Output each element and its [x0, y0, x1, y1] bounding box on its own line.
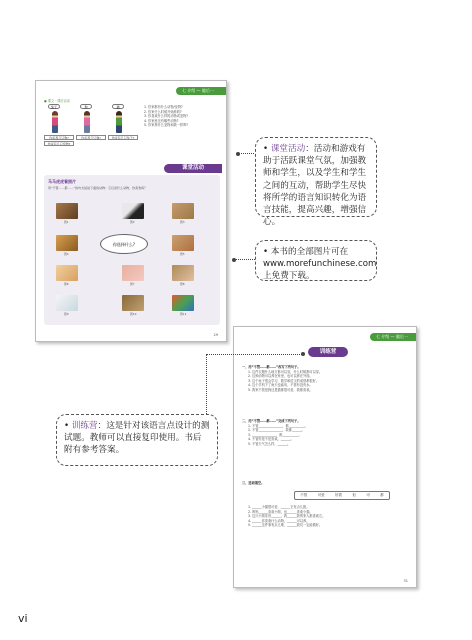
photo-label: 图3 [180, 220, 185, 224]
connector-line [238, 153, 254, 154]
callout-title: 训练营 [71, 421, 98, 431]
person-figure [52, 111, 58, 133]
figure-caption: 你家有几只兔子? [108, 135, 138, 140]
practice-banner: 训练营 [308, 347, 348, 357]
activity-instruction: 用“不管……都……”的句式说说下面的动物：它们是什么动物，你喜欢吗？ [48, 186, 148, 190]
photo-animal-2 [122, 203, 144, 219]
word-bank-item: 可爱 [317, 493, 325, 497]
question-list [144, 105, 188, 128]
exercise-title: 二、用“不管……都……”完成下列句子。 [242, 419, 301, 423]
exercise-line: 4. 不管你是不是喜欢，______。 [248, 437, 294, 441]
photo-label: 图2 [130, 220, 135, 224]
question-item: 4. 你家里还有哪些动物? [144, 118, 179, 123]
exercise-line: 3. 这只小狗非常______，我______我的家人都喜欢它。 [248, 514, 326, 518]
photo-label: 图5 [180, 252, 185, 256]
photo-label: 图9 [64, 312, 69, 316]
exercise-3 [242, 481, 412, 486]
callout-bullet: • [263, 144, 271, 154]
speech-bubble: 狗 [80, 104, 92, 109]
word-bank-item: 都 [380, 493, 384, 497]
word-bank-item: 好看 [335, 493, 343, 497]
exercise-line: 5. 不管天气怎么样，______。 [248, 441, 291, 446]
exercise-line: 5. 我家不管是狗还是猫都很可爱，我都喜欢。 [248, 387, 313, 392]
photo-animal-1 [56, 203, 78, 219]
connector-line [234, 259, 255, 260]
photo-label: 图10 [130, 312, 137, 316]
exercise-line: 5. ______这件事有点儿难，______我们一定能做好。 [248, 523, 323, 527]
figure-caption: 你家养几只猫? [76, 135, 106, 140]
exercise-line: 1. 这件衣服什么地方都可以穿，什么时候都可以穿。 [248, 369, 323, 374]
photo-animal-4 [56, 235, 78, 251]
photo-animal-11 [172, 295, 194, 311]
center-thought-bubble: 你选择什么? [100, 234, 148, 254]
photo-animal-3 [172, 203, 194, 219]
activity-box [44, 175, 220, 325]
classroom-activity-banner: 课堂活动 [164, 164, 222, 173]
textbook-page-classroom-activity [35, 80, 227, 342]
callout-body: ：这是针对该语言点设计的测试题。教师可以直接复印使用。书后附有参考答案。 [64, 421, 210, 456]
connector-dot [301, 352, 305, 356]
photo-animal-5 [172, 235, 194, 251]
person-figure [84, 111, 90, 133]
exercise-line: 2. 这种动物可以养在家里，也可以养在外面。 [248, 374, 313, 378]
page-header-tab: 七 介绍 — 做后一 [176, 87, 226, 95]
connector-line [206, 354, 207, 414]
exercise-title: 一、用“不管……都……”改写下列句子。 [242, 365, 301, 369]
exercise-line: 1. ______小猫很可爱，______它有点儿脏。 [248, 505, 310, 509]
question-item: 2. 你家什么时候开始养的? [144, 109, 182, 114]
callout-title: 课堂活动 [270, 144, 306, 154]
callout-bullet: • [263, 247, 271, 257]
exercise-title: 三、选词填空。 [242, 481, 265, 485]
word-bank-item: 不管 [300, 493, 308, 497]
word-bank-item: 可 [366, 493, 370, 497]
footer-page-label: vi [18, 612, 28, 625]
word-bank [294, 491, 390, 500]
exercise-line: 1. 不管_______________，都__________。 [248, 423, 308, 428]
photo-label: 图4 [64, 252, 69, 256]
callout-body: ：活动和游戏有助于活跃课堂气氛，加强教师和学生，以及学生和学生之间的互动，帮助学生尽快将所学的语言知识转化为语言技能，提高兴趣，增强信心。 [263, 144, 367, 228]
question-item: 3. 你喜欢什么样的动物或宠物? [144, 114, 188, 118]
question-item: 1. 你家都有什么动物/宠物? [144, 105, 183, 109]
page-number: 29 [213, 333, 218, 337]
photo-label: 图11 [180, 312, 187, 316]
figure-caption: 你家养几只狗? [44, 135, 74, 140]
exercise-line: 3. _______________，都__________。 [248, 432, 302, 437]
callout-bullet: • [64, 421, 72, 431]
exercise-1 [242, 365, 412, 392]
figure-caption: 你家有几只宠物? [44, 141, 74, 146]
callout-body: 本书的全部图片可在www.morefunchinese.com上免费下载。 [263, 247, 377, 282]
question-item: 5. 你家养什么宠物和我一样吗? [144, 123, 188, 127]
callout-classroom-activity [255, 137, 377, 228]
section-label: ● 课文 · 课后活动 [44, 99, 70, 103]
photo-label: 图8 [180, 282, 185, 286]
photo-label: 图1 [64, 220, 69, 224]
photo-animal-9 [56, 295, 78, 311]
photo-animal-6 [56, 265, 78, 281]
word-bank-item: 但 [352, 493, 356, 497]
exercise-line: 3. 这个孩子很会学习，数学和语文的成绩都很好。 [248, 378, 319, 383]
exercise-line: 4. 这个手机下了雨天也能用，不管有没有水。 [248, 383, 313, 387]
callout-images-download [255, 240, 377, 281]
person-figure [116, 111, 122, 133]
photo-animal-8 [172, 265, 194, 281]
speech-bubble: 兔子 [48, 104, 60, 109]
exercise-line: 2. 妈妈______喜欢小狗，也______喜欢小猫。 [248, 509, 313, 514]
photo-animal-10 [122, 295, 144, 311]
callout-practice-camp [56, 414, 218, 466]
photo-label: 图7 [130, 282, 135, 286]
speech-bubble: 猫 [112, 104, 124, 109]
exercise-3-lines [248, 505, 412, 528]
exercise-line: 4. ______你喜欢什么动物，______可以养。 [248, 518, 310, 523]
activity-title: 马马虎虎看照片 [48, 179, 76, 184]
exercise-line: 2. 不管_______________，我都______。 [248, 428, 305, 432]
photo-label: 图6 [64, 282, 69, 286]
page-header-tab: 七 介绍 — 做后一 [370, 333, 416, 341]
photo-animal-7 [122, 265, 144, 281]
exercise-2 [242, 419, 412, 446]
textbook-page-practice [233, 326, 417, 588]
connector-line [206, 354, 302, 355]
page-number: 31 [403, 579, 408, 583]
